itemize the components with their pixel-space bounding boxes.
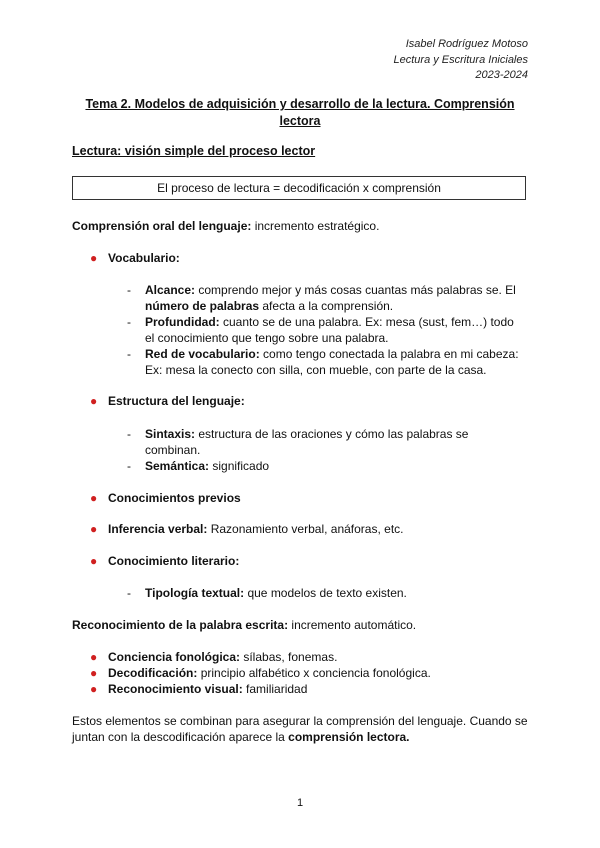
bullet-vocabulario <box>90 250 180 266</box>
dash-icon: - <box>127 427 131 441</box>
conciencia-text: sílabas, fonemas. <box>240 650 338 664</box>
alcance-bold: número de palabras <box>145 299 260 313</box>
oral-label: Comprensión oral del lenguaje: <box>72 219 252 233</box>
visual-text: familiaridad <box>242 682 308 696</box>
bullet-visual <box>90 681 307 697</box>
decodificacion-label: Decodificación: <box>108 666 198 680</box>
alcance-text: comprendo mejor y más cosas cuantas más palabras se. El <box>195 283 516 297</box>
conclusion-bold: comprensión lectora. <box>288 730 410 744</box>
sintaxis-text: estructura de las oraciones y cómo las palabras se combinan. <box>145 427 469 457</box>
vocabulario-label: Vocabulario: <box>108 251 180 265</box>
oral-text: incremento estratégico. <box>251 219 380 233</box>
alcance-label: Alcance: <box>145 283 196 297</box>
bullet-dot-icon: ● <box>90 554 98 568</box>
reconocimiento-paragraph <box>72 617 528 633</box>
alcance-text2: afecta a la comprensión. <box>259 299 394 313</box>
literario-label: Conocimiento literario: <box>108 554 240 568</box>
conclusion-text: Estos elementos se combinan para asegurar la comprensión del lenguaje. Cuando se juntan con la descodificación aparece la <box>72 714 528 744</box>
semantica-label: Semántica: <box>145 459 210 473</box>
inferencia-text: Razonamiento verbal, anáforas, etc. <box>207 522 404 536</box>
conocimientos-label: Conocimientos previos <box>108 491 241 505</box>
reconocimiento-label: Reconocimiento de la palabra escrita: <box>72 618 289 632</box>
bullet-dot-icon: ● <box>90 650 98 664</box>
bullet-dot-icon: ● <box>90 666 98 680</box>
document-title: Tema 2. Modelos de adquisición y desarrollo de la lectura. Comprensión lectora <box>85 97 515 128</box>
bullet-dot-icon: ● <box>90 522 98 536</box>
dash-icon: - <box>127 586 131 600</box>
tipologia-label: Tipología textual: <box>145 586 245 600</box>
header-year: 2023-2024 <box>475 69 528 81</box>
red-label: Red de vocabulario: <box>145 347 260 361</box>
bullet-inferencia <box>90 521 403 537</box>
visual-label: Reconocimiento visual: <box>108 682 243 696</box>
dash-icon: - <box>127 347 131 361</box>
header-course: Lectura y Escritura Iniciales <box>393 54 528 66</box>
profundidad-label: Profundidad: <box>145 315 220 329</box>
reconocimiento-text: incremento automático. <box>288 618 417 632</box>
oral-comprehension-paragraph <box>72 218 528 234</box>
dash-icon: - <box>127 459 131 473</box>
dash-icon: - <box>127 315 131 329</box>
red-text: como tengo conectada la palabra en mi cabeza: Ex: mesa la conecto con silla, con mueble, con parte de la casa. <box>145 347 519 377</box>
formula-box: El proceso de lectura = decodificación x comprensión <box>72 176 526 200</box>
bullet-dot-icon: ● <box>90 394 98 408</box>
bullet-conciencia <box>90 649 337 665</box>
conclusion-paragraph <box>72 713 528 745</box>
decodificacion-text: principio alfabético x conciencia fonológica. <box>197 666 431 680</box>
dash-icon: - <box>127 283 131 297</box>
estructura-label: Estructura del lenguaje: <box>108 394 245 408</box>
bullet-estructura <box>90 393 245 409</box>
bullet-dot-icon: ● <box>90 682 98 696</box>
bullet-conocimientos <box>90 490 241 506</box>
section-subtitle: Lectura: visión simple del proceso lector <box>72 144 316 158</box>
conciencia-label: Conciencia fonológica: <box>108 650 241 664</box>
bullet-dot-icon: ● <box>90 251 98 265</box>
page-number: 1 <box>296 797 304 809</box>
semantica-text: significado <box>209 459 270 473</box>
header-author: Isabel Rodríguez Motoso <box>405 38 528 50</box>
bullet-decodificacion <box>90 665 431 681</box>
profundidad-text: cuanto se de una palabra. Ex: mesa (sust, fem…) todo el conocimiento que tengo sobre una palabra. <box>145 315 514 345</box>
inferencia-label: Inferencia verbal: <box>108 522 208 536</box>
bullet-literario <box>90 553 239 569</box>
sintaxis-label: Sintaxis: <box>145 427 196 441</box>
tipologia-text: que modelos de texto existen. <box>244 586 407 600</box>
bullet-dot-icon: ● <box>90 491 98 505</box>
